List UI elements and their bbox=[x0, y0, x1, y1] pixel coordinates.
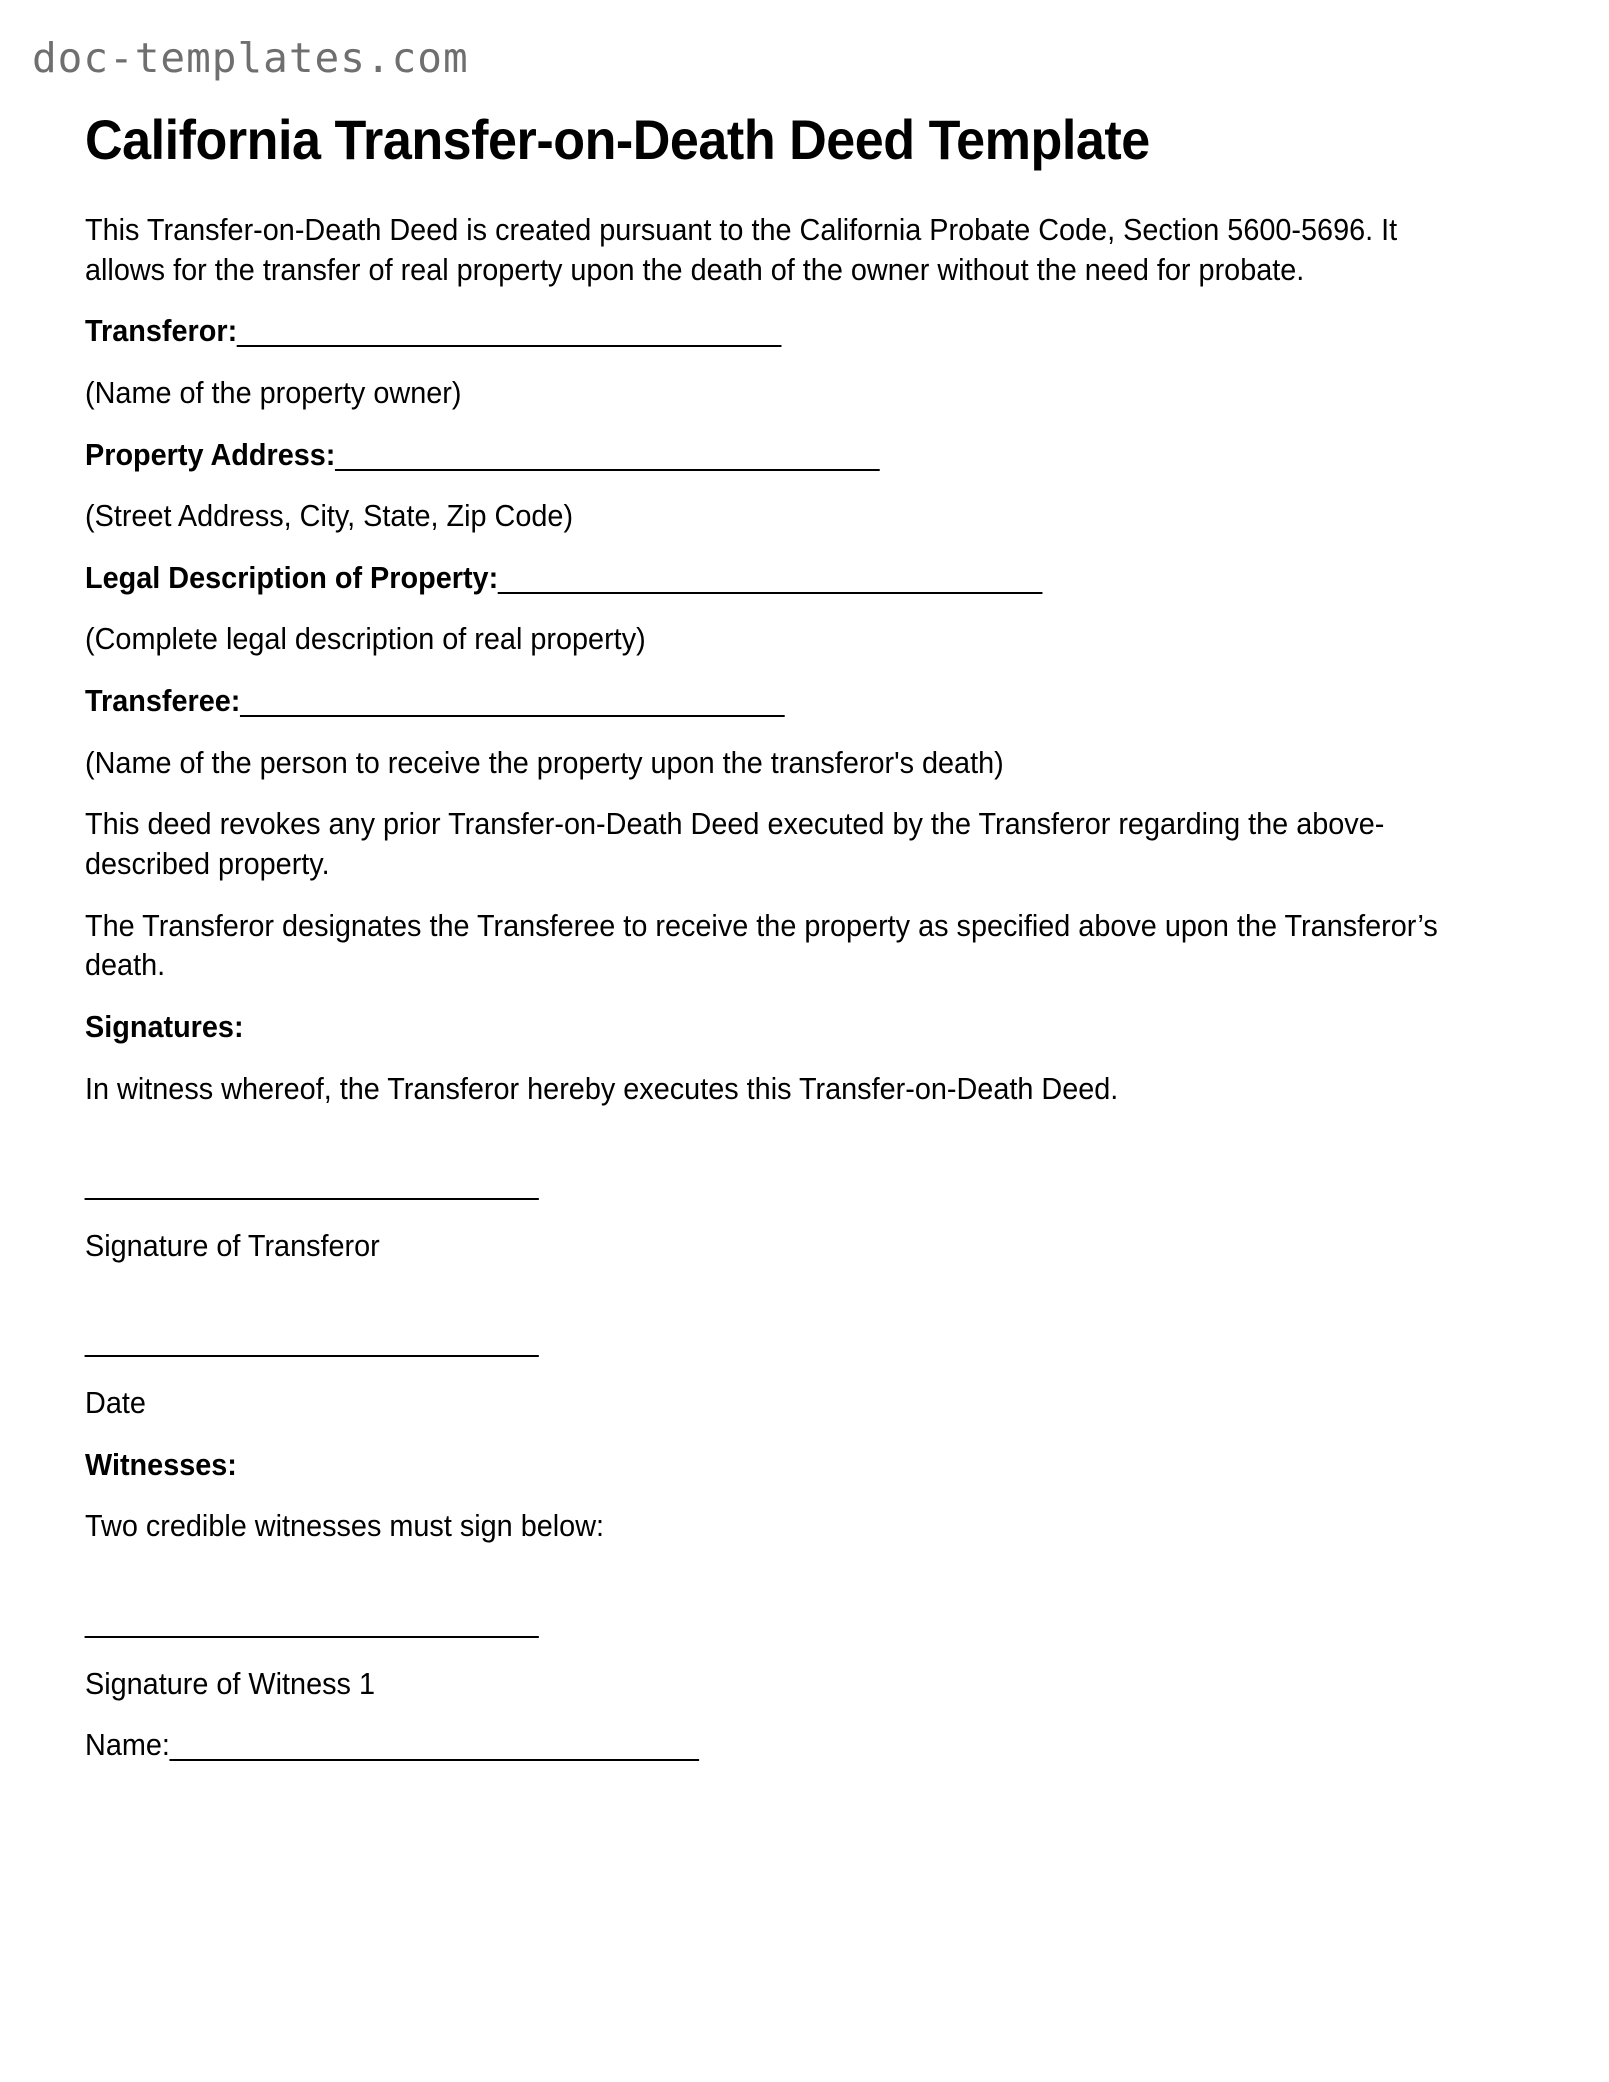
witness1-signature-caption: Signature of Witness 1 bbox=[85, 1666, 375, 1701]
witness1-name-label: Name: bbox=[85, 1728, 170, 1763]
witnesses-statement: Two credible witnesses must sign below: bbox=[85, 1509, 605, 1544]
signature-gap-1 bbox=[85, 1131, 1441, 1165]
transferor-signature-line[interactable]: ______________________________ bbox=[85, 1167, 538, 1202]
site-watermark: doc-templates.com bbox=[32, 34, 469, 82]
page-title: California Transfer-on-Death Deed Template bbox=[85, 108, 1150, 171]
field-transferee bbox=[85, 682, 1441, 722]
field-transferee-label: Transferee: bbox=[85, 684, 241, 719]
date-caption: Date bbox=[85, 1386, 146, 1421]
field-transferor bbox=[85, 312, 1441, 352]
witness1-name-blank[interactable]: ___________________________________ bbox=[169, 1728, 698, 1763]
field-property-address-blank[interactable]: ____________________________________ bbox=[335, 437, 879, 472]
witnesses-heading: Witnesses: bbox=[85, 1447, 237, 1482]
field-legal-description-blank[interactable]: ____________________________________ bbox=[498, 560, 1042, 595]
field-transferee-hint: (Name of the person to receive the property upon the transferor's death) bbox=[85, 745, 1004, 780]
field-legal-description-label: Legal Description of Property: bbox=[85, 560, 499, 595]
field-property-address-label: Property Address: bbox=[85, 437, 336, 472]
field-legal-description bbox=[85, 559, 1441, 599]
transferor-signature-caption: Signature of Transferor bbox=[85, 1228, 380, 1263]
signatures-statement: In witness whereof, the Transferor hereby executes this Transfer-on-Death Deed. bbox=[85, 1071, 1119, 1106]
field-legal-description-hint: (Complete legal description of real property) bbox=[85, 622, 646, 657]
document-content bbox=[85, 108, 1515, 1788]
revocation-paragraph: This deed revokes any prior Transfer-on-Death Deed executed by the Transferor regarding the above-described property. bbox=[85, 807, 1385, 881]
field-property-address bbox=[85, 436, 1441, 476]
signature-gap-3 bbox=[85, 1569, 1441, 1603]
witness1-name-field bbox=[85, 1726, 1441, 1766]
designation-paragraph: The Transferor designates the Transferee to receive the property as specified above upon the Transferor’s death. bbox=[85, 908, 1438, 983]
field-property-address-hint: (Street Address, City, State, Zip Code) bbox=[85, 499, 574, 534]
field-transferor-label: Transferor: bbox=[85, 314, 238, 349]
field-transferor-hint: (Name of the property owner) bbox=[85, 375, 462, 410]
field-transferor-blank[interactable]: ____________________________________ bbox=[237, 314, 781, 349]
witness1-signature-line[interactable]: ______________________________ bbox=[85, 1605, 538, 1640]
signatures-heading: Signatures: bbox=[85, 1009, 244, 1044]
date-line[interactable]: ______________________________ bbox=[85, 1324, 538, 1359]
signature-gap-2 bbox=[85, 1288, 1441, 1322]
document-body bbox=[85, 211, 1441, 1766]
intro-paragraph: This Transfer-on-Death Deed is created pursuant to the California Probate Code, Section 5600-5696. It allows for the transfer of real property upon the death of the owner without the need for probate. bbox=[85, 212, 1398, 287]
field-transferee-blank[interactable]: ____________________________________ bbox=[240, 684, 784, 719]
